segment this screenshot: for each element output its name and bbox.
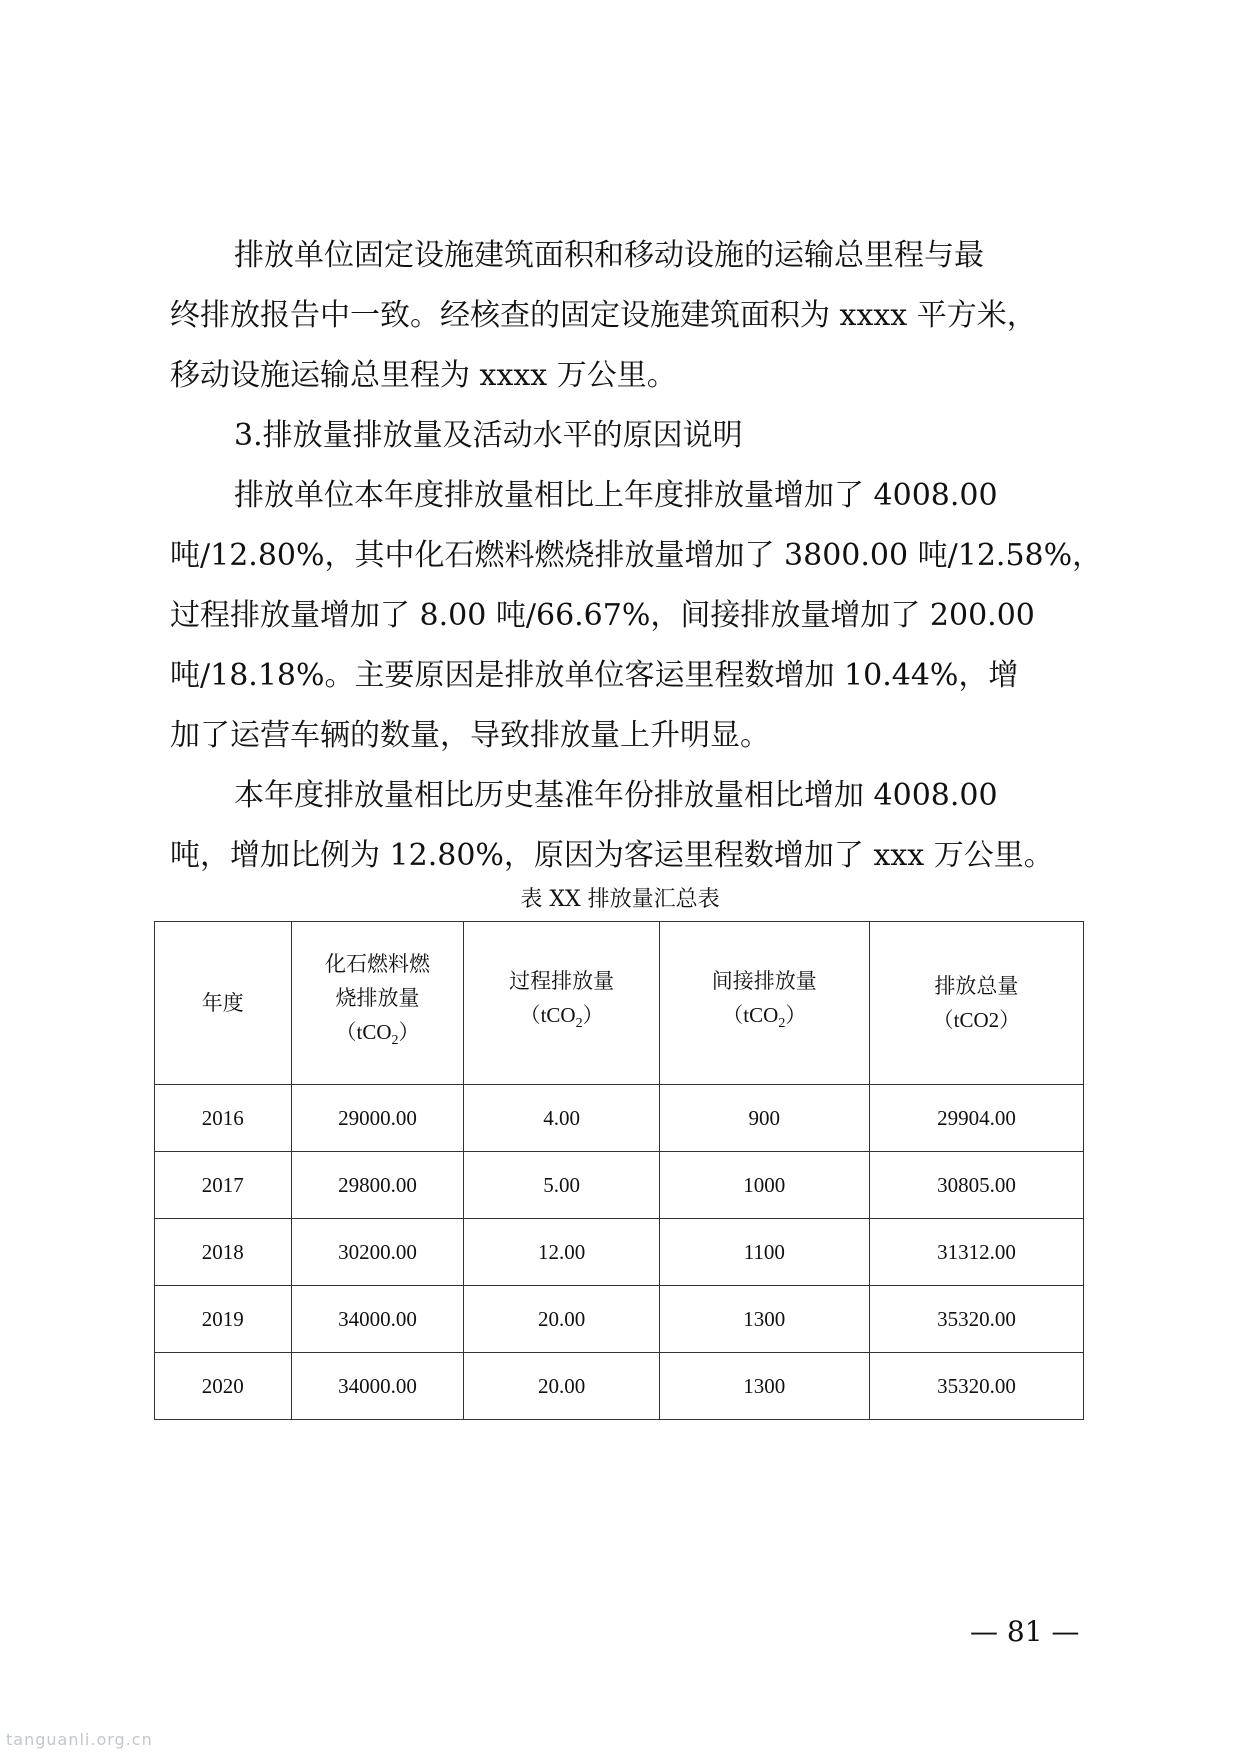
paragraph-line: 排放单位固定设施建筑面积和移动设施的运输总里程与最 [234, 238, 984, 273]
cell-indirect: 1300 [659, 1286, 869, 1353]
header-label: 年度 [201, 991, 244, 1015]
header-unit: （tCO$_2$） [722, 1003, 807, 1032]
cell-fossil-fuel: 30200.00 [291, 1219, 464, 1286]
paragraph-1 [170, 226, 1090, 406]
cell-indirect: 900 [659, 1085, 869, 1152]
cell-total: 35320.00 [869, 1286, 1083, 1353]
header-total [869, 922, 1083, 1085]
page-number: — 81 — [970, 1615, 1080, 1648]
header-year [155, 922, 292, 1085]
paragraph-line: 加了运营车辆的数量，导致排放量上升明显。 [170, 718, 770, 753]
table-header-row [155, 922, 1084, 1085]
cell-fossil-fuel: 29800.00 [291, 1152, 464, 1219]
header-label: 烧排放量 [335, 986, 420, 1011]
cell-process: 20.00 [464, 1286, 659, 1353]
paragraph-3 [170, 466, 1103, 766]
table-caption: 表 XX 排放量汇总表 [520, 887, 720, 912]
header-label: 间接排放量 [711, 969, 817, 994]
header-indirect [659, 922, 869, 1085]
cell-indirect: 1100 [659, 1219, 869, 1286]
cell-fossil-fuel: 34000.00 [291, 1286, 464, 1353]
section-heading [170, 406, 1090, 466]
cell-process: 5.00 [464, 1152, 659, 1219]
cell-process: 4.00 [464, 1085, 659, 1152]
cell-year: 2017 [155, 1152, 292, 1219]
cell-fossil-fuel: 34000.00 [291, 1353, 464, 1420]
heading-text: 3.排放量排放量及活动水平的原因说明 [234, 418, 743, 453]
cell-indirect: 1300 [659, 1353, 869, 1420]
cell-total: 30805.00 [869, 1152, 1083, 1219]
paragraph-line: 终排放报告中一致。经核查的固定设施建筑面积为 xxxx 平方米， [170, 298, 1037, 333]
table-row [155, 1219, 1084, 1286]
header-label: 化石燃料燃 [324, 952, 430, 977]
header-unit: （tCO$_2$） [335, 1020, 420, 1049]
cell-total: 31312.00 [869, 1219, 1083, 1286]
paragraph-line: 吨，增加比例为 12.80%，原因为客运里程数增加了 xxx 万公里。 [170, 838, 1054, 873]
cell-indirect: 1000 [659, 1152, 869, 1219]
header-process [464, 922, 659, 1085]
emission-summary-table [154, 921, 1084, 1420]
paragraph-line: 排放单位本年度排放量相比上年度排放量增加了 4008.00 [234, 478, 998, 513]
header-unit: （tCO2） [932, 1008, 1021, 1032]
paragraph-line: 吨/18.18%。主要原因是排放单位客运里程数增加 10.44%，增 [170, 658, 1019, 693]
cell-year: 2019 [155, 1286, 292, 1353]
paragraph-line: 移动设施运输总里程为 xxxx 万公里。 [170, 358, 677, 393]
cell-process: 12.00 [464, 1219, 659, 1286]
cell-year: 2018 [155, 1219, 292, 1286]
header-label: 过程排放量 [509, 969, 615, 994]
cell-total: 29904.00 [869, 1085, 1083, 1152]
header-unit: （tCO$_2$） [519, 1003, 604, 1032]
cell-fossil-fuel: 29000.00 [291, 1085, 464, 1152]
table-row [155, 1286, 1084, 1353]
paragraph-line: 过程排放量增加了 8.00 吨/66.67%，间接排放量增加了 200.00 [170, 598, 1035, 633]
table-row [155, 1353, 1084, 1420]
cell-year: 2020 [155, 1353, 292, 1420]
paragraph-4 [170, 766, 1090, 886]
paragraph-line: 本年度排放量相比历史基准年份排放量相比增加 4008.00 [234, 778, 998, 813]
cell-year: 2016 [155, 1085, 292, 1152]
header-fossil-fuel [291, 922, 464, 1085]
table-row [155, 1085, 1084, 1152]
cell-total: 35320.00 [869, 1353, 1083, 1420]
table-row [155, 1152, 1084, 1219]
paragraph-line: 吨/12.80%，其中化石燃料燃烧排放量增加了 3800.00 吨/12.58%， [170, 538, 1103, 573]
watermark-text: tanguanli.org.cn [6, 1730, 153, 1749]
cell-process: 20.00 [464, 1353, 659, 1420]
header-label: 排放总量 [934, 974, 1019, 998]
